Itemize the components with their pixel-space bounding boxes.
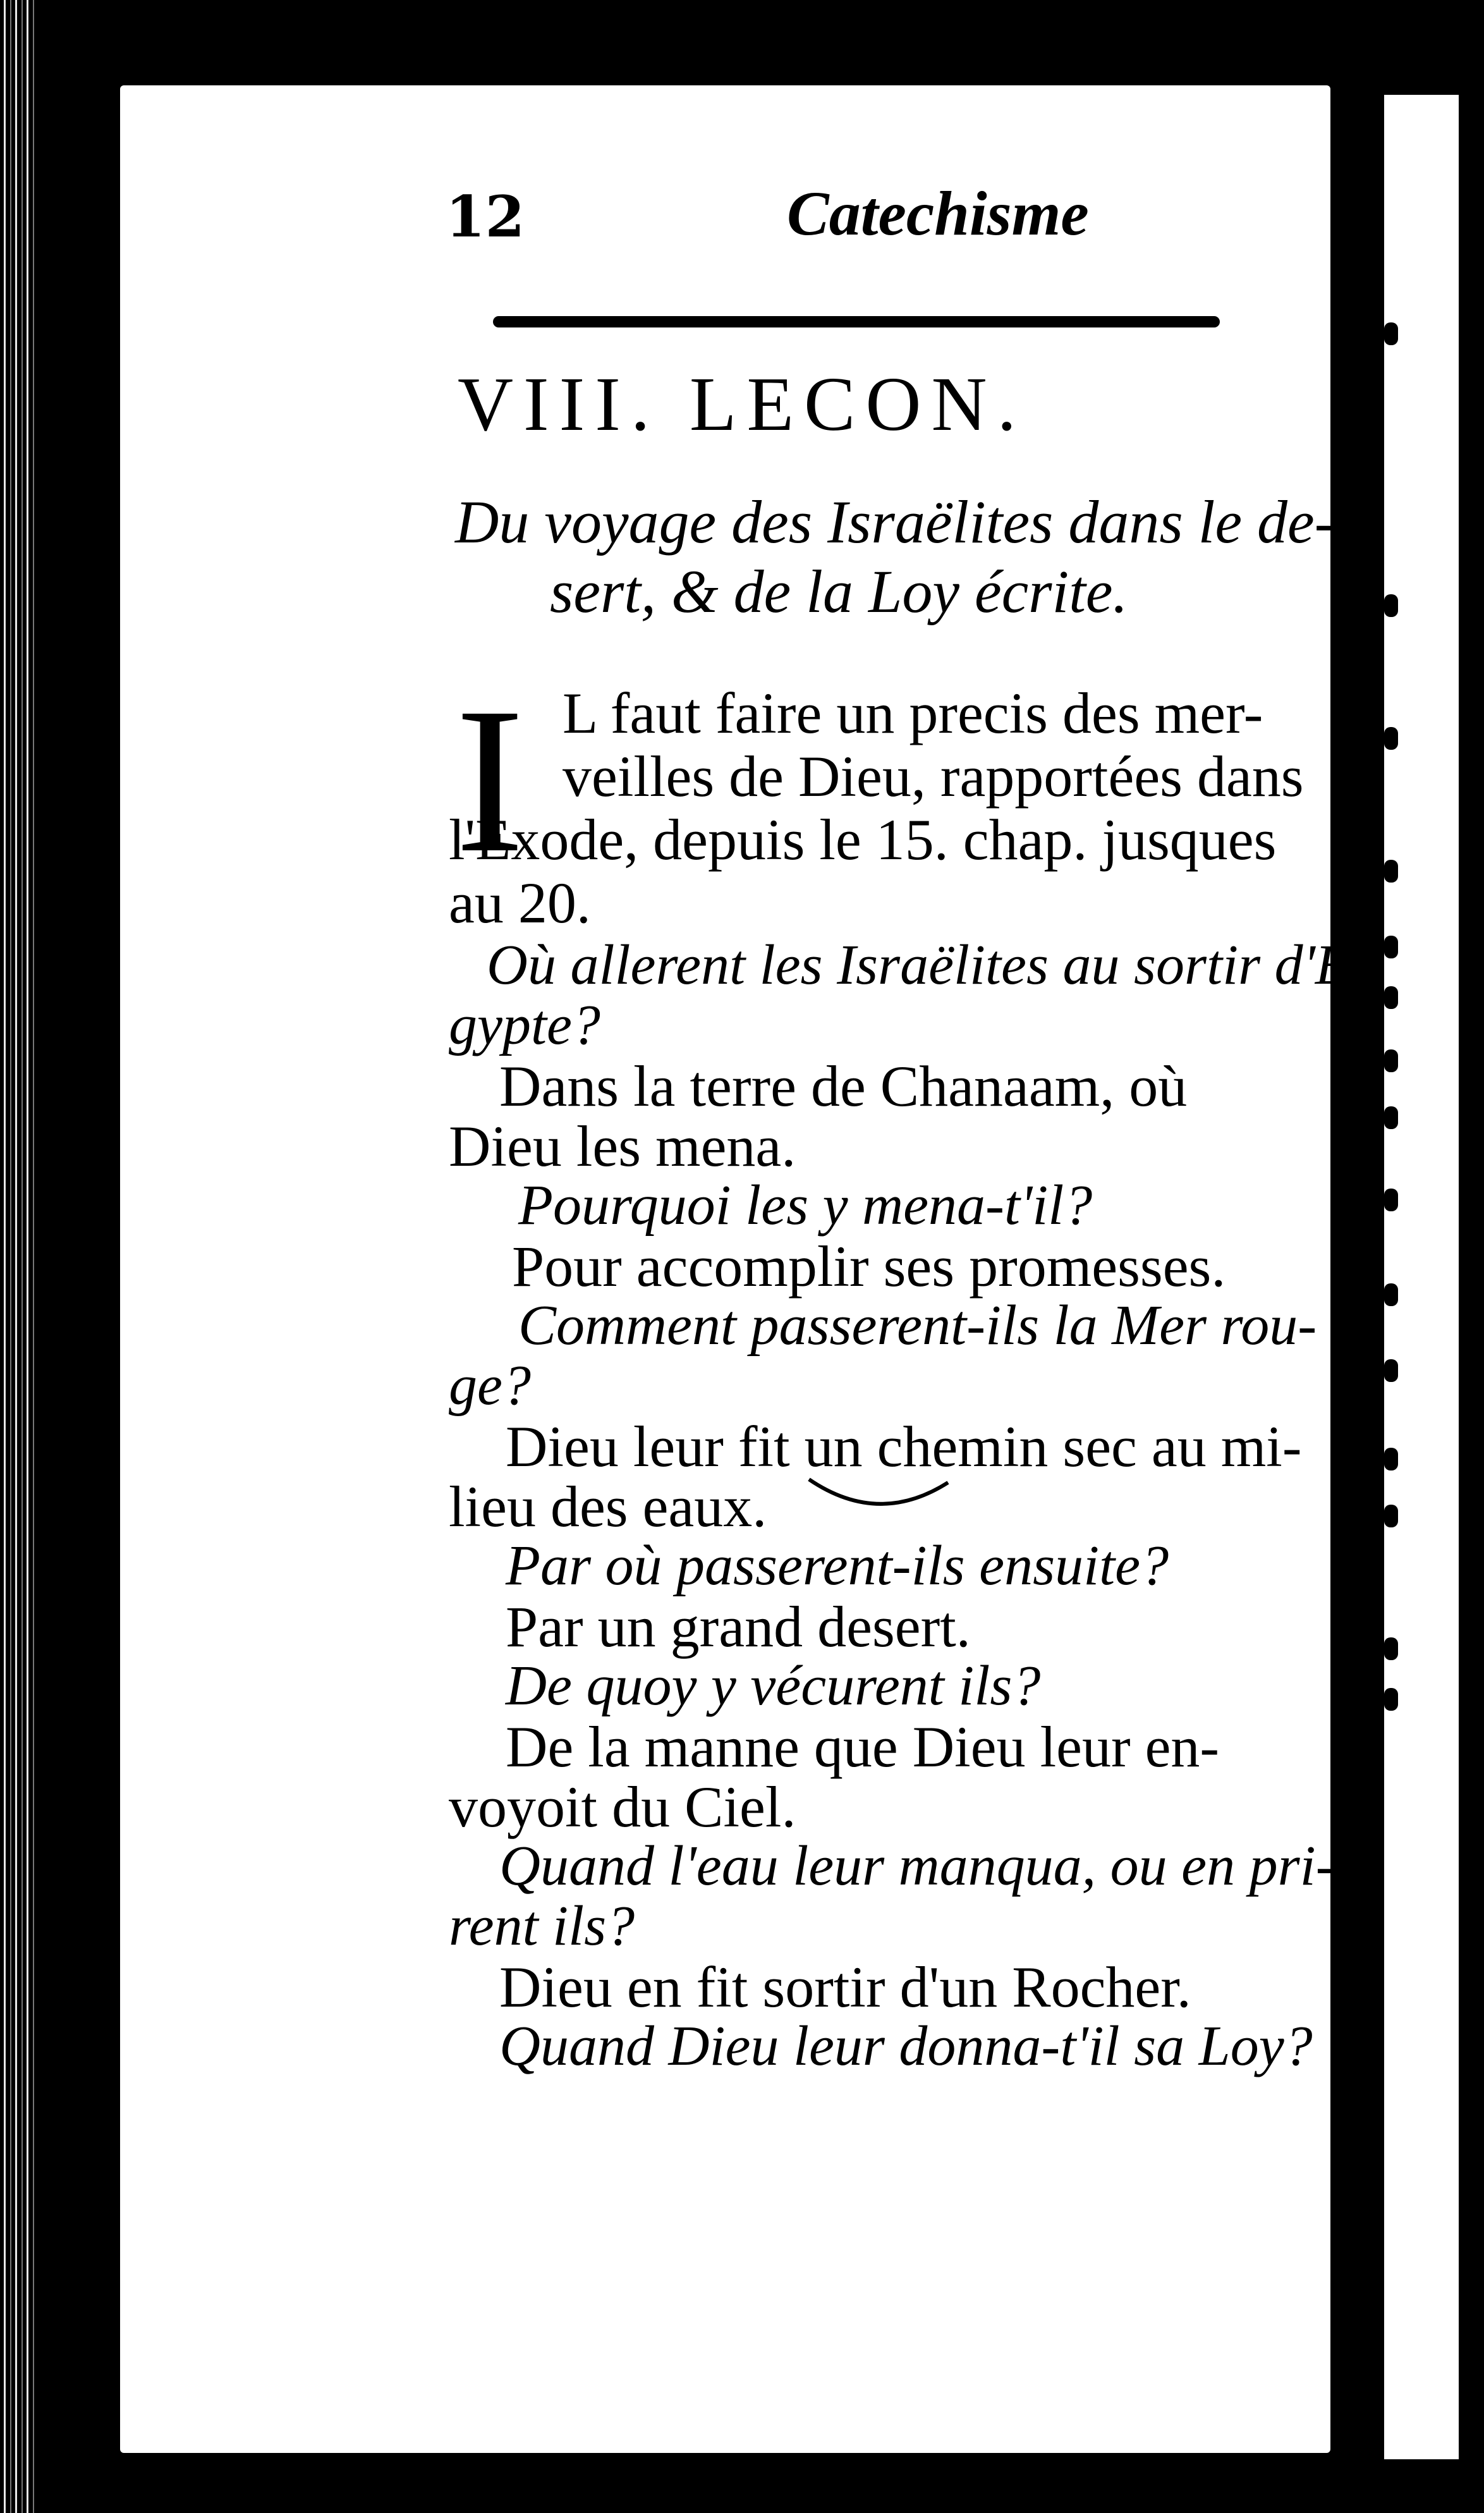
- facing-page-edge: [1384, 95, 1459, 2459]
- answer-line: Dieu en fit sortir d'un Rocher.: [499, 1955, 1191, 2019]
- answer-line: Dans la terre de Chanaam, où: [499, 1054, 1188, 1118]
- answer-line: Dieu les mena.: [449, 1114, 796, 1178]
- intro-line-4: au 20.: [449, 871, 591, 935]
- question-line: Quand Dieu leur donna-t'il sa Loy?: [499, 2015, 1313, 2077]
- question-line: rent ils?: [449, 1895, 635, 1957]
- question-line: Quand l'eau leur manqua, ou en pri-: [499, 1835, 1335, 1897]
- question-line: Par où passerent-ils ensuite?: [506, 1534, 1169, 1597]
- question-line: Pourquoi les y mena-t'il?: [518, 1174, 1093, 1237]
- answer-line: voyoit du Ciel.: [449, 1775, 796, 1839]
- intro-line-2: veilles de Dieu, rapportées dans: [563, 744, 1304, 809]
- lesson-subtitle-line-1: Du voyage des Israëlites dans le de-: [455, 488, 1335, 556]
- question-line: gypte?: [449, 994, 600, 1056]
- lesson-title: VIII. LECON.: [457, 362, 1027, 447]
- intro-line-1: L faut faire un precis des mer-: [563, 681, 1263, 745]
- header-rule: [493, 316, 1220, 327]
- lesson-subtitle-line-2: sert, & de la Loy écrite.: [550, 558, 1128, 625]
- answer-line: Pour accomplir ses promesses.: [512, 1234, 1226, 1299]
- handwritten-mark: [803, 1467, 967, 1524]
- answer-line: Par un grand desert.: [506, 1594, 971, 1659]
- intro-line-3: l'Exode, depuis le 15. chap. jusques: [449, 807, 1277, 872]
- running-title: Catechisme: [787, 178, 1089, 248]
- answer-line: lieu des eaux.: [449, 1474, 767, 1539]
- question-line: ge?: [449, 1354, 531, 1417]
- question-line: De quoy y vécurent ils?: [506, 1654, 1041, 1717]
- question-line: Où allerent les Israëlites au sortir d'E-: [487, 934, 1369, 996]
- question-line: Comment passerent-ils la Mer rou-: [518, 1294, 1317, 1357]
- page-number: 12: [446, 183, 525, 250]
- answer-line: Dieu leur fit un chemin sec au mi-: [506, 1414, 1302, 1479]
- drop-cap: I: [455, 665, 525, 896]
- answer-line: De la manne que Dieu leur en-: [506, 1715, 1220, 1779]
